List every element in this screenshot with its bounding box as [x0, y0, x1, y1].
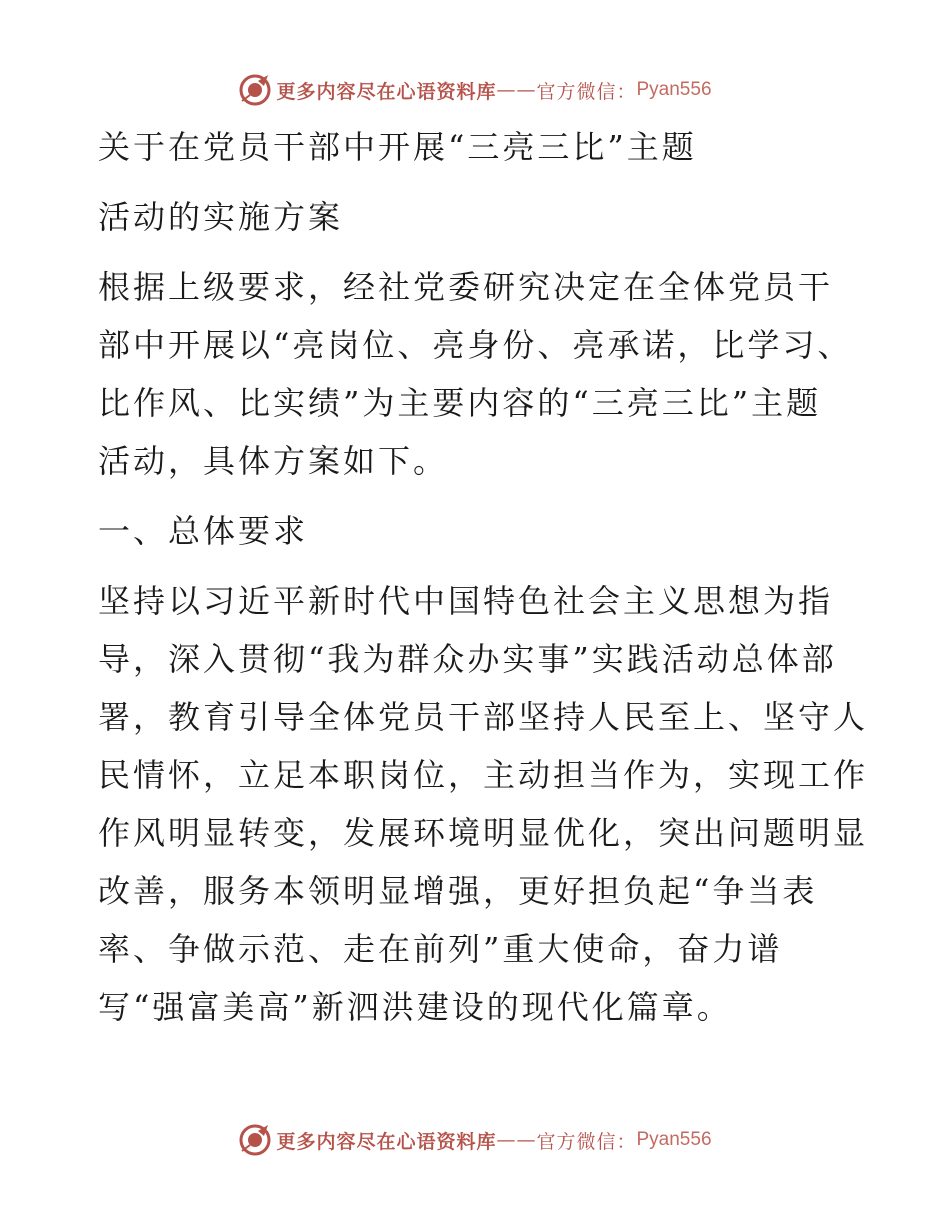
intro-line: 根据上级要求，经社党委研究决定在全体党员干	[98, 268, 834, 306]
watermark-dash: ——	[496, 1129, 537, 1151]
body-line: 导，深入贯彻“我为群众办实事”实践活动总体部	[98, 640, 837, 678]
document-body	[98, 118, 869, 1036]
intro-line: 比作风、比实绩”为主要内容的“三亮三比”主题	[98, 384, 822, 422]
watermark-main-text: 更多内容尽在心语资料库	[276, 80, 497, 103]
watermark-wechat-label: 官方微信：	[536, 80, 637, 103]
title-line: 关于在党员干部中开展“三亮三比”主题	[98, 128, 697, 166]
watermark-wechat-id: Pyan556	[636, 79, 712, 100]
body-line: 民情怀，立足本职岗位，主动担当作为，实现工作	[98, 756, 869, 794]
body-line: 写“强富美高”新泗洪建设的现代化篇章。	[98, 988, 732, 1026]
watermark-main-text: 更多内容尽在心语资料库	[276, 1130, 497, 1153]
body-line: 率、争做示范、走在前列”重大使命，奋力谱	[98, 930, 783, 968]
watermark-wechat-id: Pyan556	[636, 1129, 712, 1150]
watermark-dash: ——	[496, 79, 537, 101]
intro-line: 活动，具体方案如下。	[98, 442, 449, 480]
footer-watermark	[0, 1120, 950, 1160]
header-watermark	[0, 70, 950, 110]
title-line: 活动的实施方案	[98, 198, 344, 236]
body-line: 作风明显转变，发展环境明显优化，突出问题明显	[98, 814, 869, 852]
section-heading: 一、总体要求	[98, 512, 309, 550]
body-line: 改善，服务本领明显增强，更好担负起“争当表	[98, 872, 818, 910]
watermark-wechat-label: 官方微信：	[536, 1130, 637, 1153]
pen-logo-icon	[238, 1123, 272, 1157]
intro-line: 部中开展以“亮岗位、亮身份、亮承诺，比学习、	[98, 326, 853, 364]
pen-logo-icon	[238, 73, 272, 107]
body-line: 署，教育引导全体党员干部坚持人民至上、坚守人	[98, 698, 869, 736]
body-line: 坚持以习近平新时代中国特色社会主义思想为指	[98, 582, 834, 620]
